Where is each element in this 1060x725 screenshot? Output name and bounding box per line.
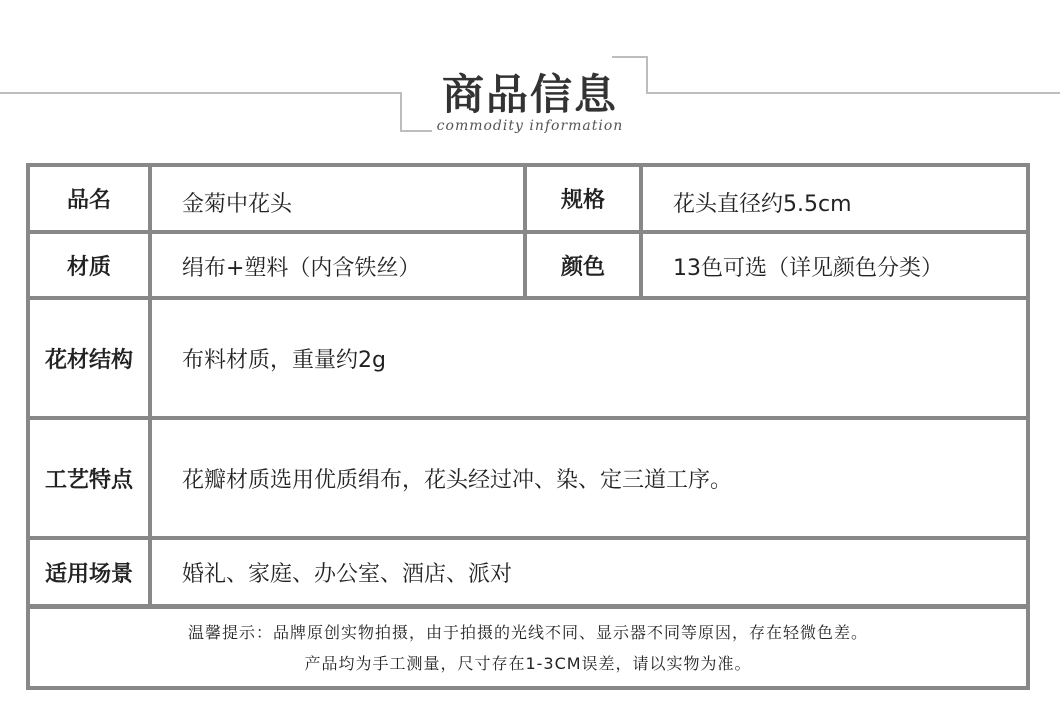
structure-label: 花材结构	[30, 300, 148, 416]
scene-value: 婚礼、家庭、办公室、酒店、派对	[152, 540, 1026, 604]
material-value: 绢布+塑料（内含铁丝）	[152, 234, 523, 296]
header-bracket-left-vertical	[400, 92, 402, 132]
section-title: 商品信息	[441, 70, 618, 119]
spec-label: 规格	[527, 167, 639, 230]
structure-value: 布料材质，重量约2g	[152, 300, 1026, 416]
spec-value: 花头直径约5.5cm	[643, 167, 1026, 230]
material-label: 材质	[30, 234, 148, 296]
section-subtitle: commodity information	[436, 118, 624, 134]
header-bracket-right-top	[612, 56, 648, 58]
craft-value: 花瓣材质选用优质绢布，花头经过冲、染、定三道工序。	[152, 420, 1026, 536]
notice-line-2: 产品均为手工测量，尺寸存在1-3CM误差，请以实物为准。	[304, 653, 752, 673]
color-value: 13色可选（详见颜色分类）	[643, 234, 1026, 296]
header-bracket-right-vertical	[646, 56, 648, 94]
header-rule-right	[646, 92, 1060, 94]
name-value: 金菊中花头	[152, 167, 523, 230]
notice-box	[30, 609, 1026, 686]
name-label: 品名	[30, 167, 148, 230]
scene-label: 适用场景	[30, 540, 148, 604]
header-rule-left	[0, 92, 402, 94]
color-label: 颜色	[527, 234, 639, 296]
notice-line-1: 温馨提示：品牌原创实物拍摄，由于拍摄的光线不同、显示器不同等原因，存在轻微色差。	[187, 622, 868, 642]
craft-label: 工艺特点	[30, 420, 148, 536]
